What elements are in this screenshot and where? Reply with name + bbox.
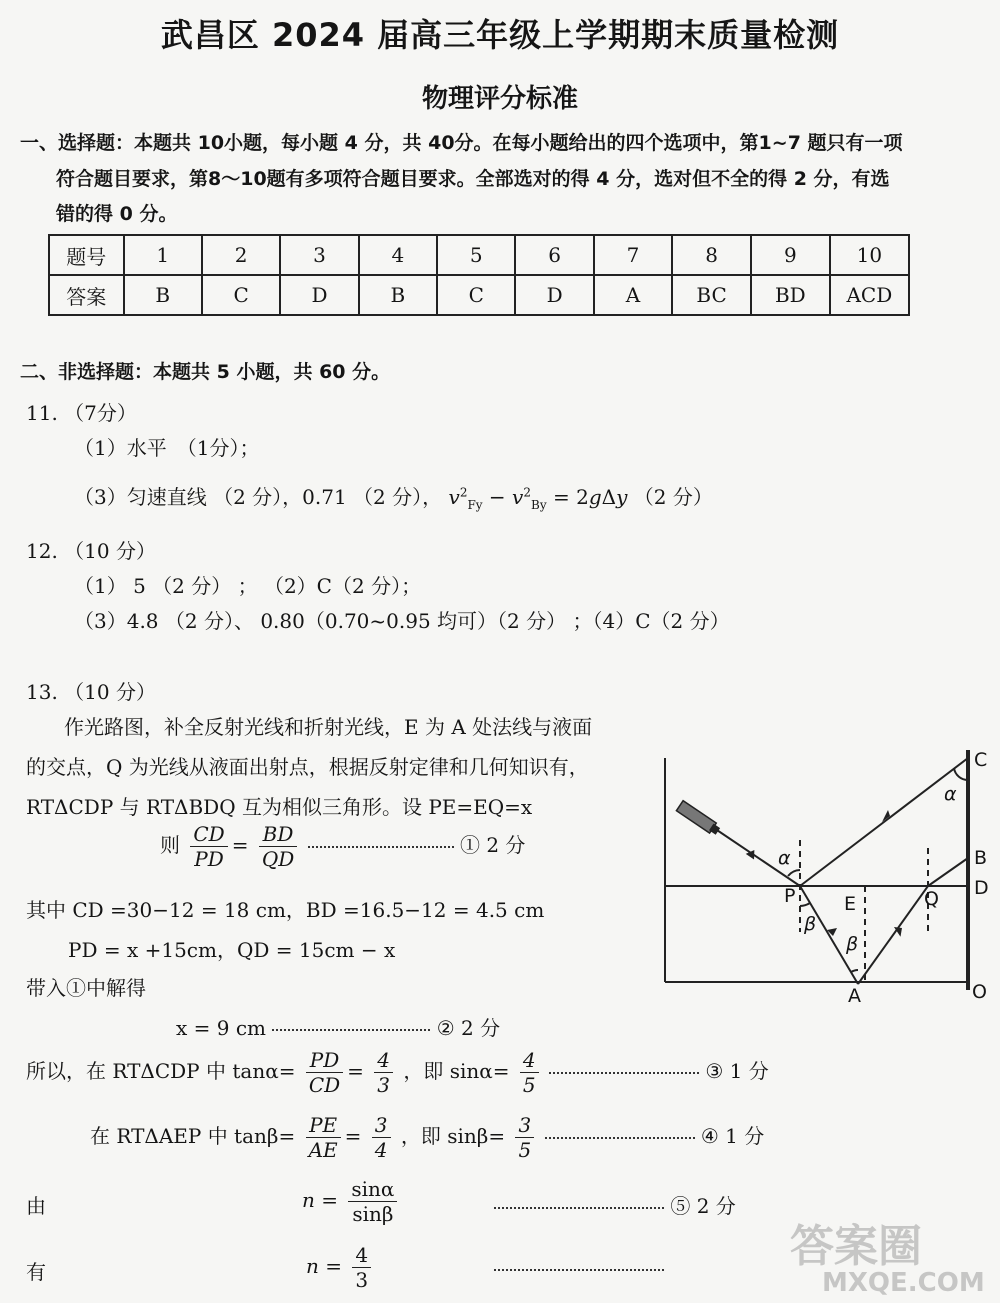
- label-p: P: [784, 885, 796, 907]
- dotted-leader: [549, 1072, 699, 1074]
- label-alpha-c: α: [944, 783, 957, 805]
- fraction-n-4-3: $\frac{4}{3}$: [352, 1243, 371, 1292]
- section1-line3: 错的得 0 分。: [56, 203, 178, 225]
- question-number: 2: [202, 235, 280, 275]
- table-row-label: 题号: [49, 235, 124, 275]
- answer-cell: A: [594, 275, 672, 315]
- label-o: O: [972, 981, 987, 1003]
- q11-formula: $v^2_{Fy} - v^2_{By} = 2g\Delta y$: [448, 485, 628, 512]
- page-subtitle: 物理评分标准: [421, 84, 578, 114]
- q13-eq6-line: [494, 1256, 664, 1280]
- question-number: 5: [437, 235, 515, 275]
- question-number: 3: [280, 235, 358, 275]
- dotted-leader: [494, 1207, 664, 1209]
- q13-eq3: 所以，在 RTΔCDP 中 tanα= $\frac{PD}{CD}$ = $\frac{4}{3}$ ，即 sinα= $\frac{4}{5}$ ③ 1 分: [26, 1048, 769, 1097]
- q13-eq4: 在 RTΔAEP 中 tanβ= $\frac{PE}{AE}$ = $\frac{3}{4}$ ，即 sinβ= $\frac{3}{5}$ ④ 1 分: [90, 1113, 765, 1162]
- answer-cell: B: [124, 275, 202, 315]
- eq4-prefix: 在 RTΔAEP 中 tanβ=: [90, 1124, 296, 1148]
- watermark-logo: 答案圈: [790, 1221, 922, 1272]
- beta-arc-p: [800, 903, 810, 906]
- q13-para4: 其中 CD =30−12 = 18 cm，BD =16.5−12 = 4.5 cm: [26, 898, 545, 922]
- question-number: 7: [594, 235, 672, 275]
- question-number: 6: [515, 235, 593, 275]
- section1-line1: 一、选择题：本题共 10小题，每小题 4 分，共 40分。在每小题给出的四个选项中，第1~7 题只有一项: [20, 132, 903, 154]
- q12-line2: （3）4.8 （2 分）、 0.80（0.70~0.95 均可）（2 分） ；（4）C（2 分）: [74, 609, 730, 633]
- q13-para6: 带入①中解得: [26, 976, 146, 1000]
- eq1-score: ① 2 分: [459, 833, 526, 857]
- question-number: 4: [359, 235, 437, 275]
- question-number: 1: [124, 235, 202, 275]
- answer-table: [48, 234, 910, 316]
- section2-heading: 二、非选择题：本题共 5 小题，共 60 分。: [20, 361, 391, 383]
- label-a: A: [848, 985, 861, 1007]
- q13-eq2: [176, 1012, 500, 1041]
- fraction-pd-cd: $\frac{PD}{CD}$: [306, 1048, 343, 1097]
- question-number: 10: [830, 235, 909, 275]
- question-number: 8: [672, 235, 751, 275]
- q11-line1: （1）水平 （1分）；: [74, 436, 260, 460]
- answer-cell: BD: [751, 275, 830, 315]
- q13-label: 13. （10 分）: [26, 680, 156, 704]
- question-number: 9: [751, 235, 830, 275]
- label-c: C: [974, 749, 988, 771]
- page-title: 武昌区 2024 届高三年级上学期期末质量检测: [160, 16, 840, 54]
- q13-para2: 的交点，Q 为光线从液面出射点，根据反射定律和几何知识有，: [26, 755, 589, 779]
- table-row: [49, 275, 909, 315]
- q11-line2: [74, 481, 713, 512]
- q13-eq5-score-line: [494, 1190, 736, 1219]
- eq3-prefix: 所以，在 RTΔCDP 中 tanα=: [26, 1059, 296, 1083]
- label-q: Q: [924, 888, 939, 910]
- q13-eq1: 则 $\frac{CD}{PD}$ = $\frac{BD}{QD}$ ① 2 分: [160, 822, 526, 871]
- label-beta-a: β: [846, 933, 859, 955]
- laser-pen-icon: [676, 801, 721, 837]
- eq5-prefix: 由: [26, 1194, 46, 1218]
- optics-diagram: [650, 740, 995, 1010]
- answer-cell: D: [280, 275, 358, 315]
- eq3-score: ③ 1 分: [705, 1059, 769, 1083]
- q11-line2-score: （2 分）: [633, 485, 713, 509]
- reflected-bottom-ray: [858, 886, 928, 984]
- q13-para3: RTΔCDP 与 RTΔBDQ 互为相似三角形。设 PE=EQ=x: [26, 795, 533, 819]
- exit-ray: [928, 858, 968, 886]
- label-alpha-p: α: [778, 847, 791, 869]
- fraction-cd-pd: $\frac{CD}{PD}$: [190, 822, 227, 871]
- fraction-pe-ae: $\frac{PE}{AE}$: [306, 1113, 341, 1162]
- eq3-mid: ，即 sinα=: [403, 1059, 510, 1083]
- fraction-sin-ratio: $\frac{\sin\alpha}{\sin\beta}$: [348, 1177, 397, 1226]
- q13-para1: 作光路图，补全反射光线和折射光线，E 为 A 处法线与液面: [64, 715, 593, 739]
- eq4-mid: ，即 sinβ=: [400, 1124, 506, 1148]
- reflected-ray: [800, 758, 968, 886]
- watermark-url: MXQE.COM: [822, 1268, 985, 1298]
- q13-para5: PD = x +15cm，QD = 15cm − x: [68, 938, 396, 962]
- dotted-leader: [494, 1269, 664, 1271]
- alpha-arc-c: [954, 768, 968, 780]
- dotted-leader: [272, 1029, 430, 1031]
- section1-line2: 符合题目要求，第8～10题有多项符合题目要求。全部选对的得 4 分，选对但不全的得 2 分，有选: [56, 168, 890, 190]
- dotted-leader: [308, 846, 454, 848]
- q11-label: 11. （7分）: [26, 401, 137, 425]
- q13-eq5: n = $\frac{\sin\alpha}{\sin\beta}$: [302, 1177, 401, 1226]
- eq6-prefix: 有: [26, 1260, 46, 1284]
- q13-eq6: n = $\frac{4}{3}$: [306, 1243, 375, 1292]
- fraction-4-3: $\frac{4}{3}$: [374, 1048, 393, 1097]
- answer-cell: C: [202, 275, 280, 315]
- answer-cell: C: [437, 275, 515, 315]
- eq5-score: ⑤ 2 分: [670, 1194, 736, 1218]
- label-e: E: [844, 893, 857, 915]
- eq2-score: ② 2 分: [436, 1016, 501, 1040]
- q12-label: 12. （10 分）: [26, 539, 156, 563]
- answer-cell: B: [359, 275, 437, 315]
- answer-cell: BC: [672, 275, 751, 315]
- fraction-4-5: $\frac{4}{5}$: [520, 1048, 539, 1097]
- answer-cell: D: [515, 275, 593, 315]
- dotted-leader: [545, 1137, 695, 1139]
- table-row-label: 答案: [49, 275, 124, 315]
- eq2-text: x = 9 cm: [176, 1016, 266, 1040]
- answer-cell: ACD: [830, 275, 909, 315]
- fraction-3-4: $\frac{3}{4}$: [372, 1113, 391, 1162]
- table-row: [49, 235, 909, 275]
- fraction-bd-qd: $\frac{BD}{QD}$: [259, 822, 297, 871]
- q12-line1: （1） 5 （2 分） ； （2）C（2 分）；: [74, 574, 422, 598]
- alpha-arc-p: [788, 870, 800, 876]
- eq4-score: ④ 1 分: [700, 1124, 765, 1148]
- label-beta-p: β: [804, 913, 817, 935]
- beta-arc-a: [851, 970, 858, 972]
- label-d: D: [974, 877, 989, 899]
- eq1-prefix: 则: [160, 833, 180, 857]
- q11-line2-text: （3）匀速直线 （2 分），0.71 （2 分），: [74, 485, 443, 509]
- label-b: B: [974, 847, 988, 869]
- fraction-3-5: $\frac{3}{5}$: [515, 1113, 534, 1162]
